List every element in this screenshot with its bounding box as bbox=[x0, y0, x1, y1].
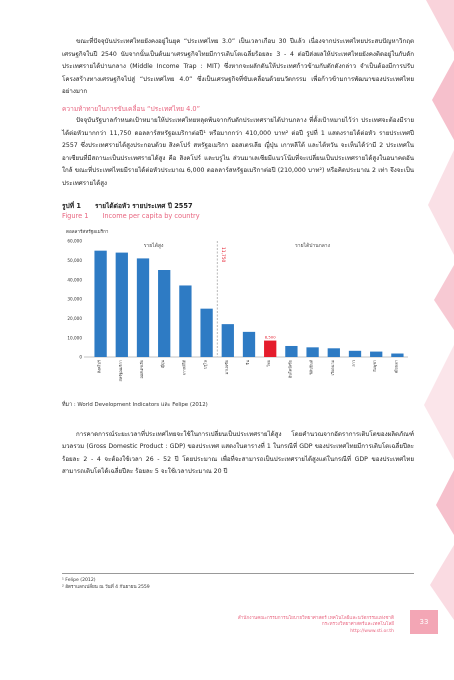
bar-3 bbox=[158, 270, 170, 357]
y-tick-label: 30,000 bbox=[67, 296, 82, 302]
figure-label-th bbox=[62, 201, 414, 211]
x-tick-label: เกาหลีใต้ bbox=[181, 359, 187, 375]
bar-2 bbox=[137, 258, 149, 357]
decorative-triangles bbox=[412, 0, 454, 680]
x-tick-label: บรูไน bbox=[202, 359, 208, 369]
y-tick-label: 0 bbox=[79, 354, 82, 360]
bar-9 bbox=[285, 346, 297, 357]
bar-10 bbox=[306, 347, 318, 357]
bar-0 bbox=[94, 250, 106, 356]
y-tick-label: 50,000 bbox=[67, 257, 82, 263]
figure-title-en: Income per capita by country bbox=[102, 211, 200, 220]
paragraph-target: ปัจจุบันรัฐบาลกำหนดเป้าหมายให้ประเทศไทยหลุดพ้นจากกับดักประเทศรายได้ปานกลาง ที่ตั้งเป้าหมายไว้ว่า ประเทศจะต้องมีรายได้ต่อหัวมากกว่า 11,750 ดอลลาร์สหรัฐอเมริกาต่อปี¹ หรือมากกว่า 410,000 บาท² ต่อปี รูปที่ 1 แสดงรายได้ต่อหัว รายประเทศปี 2557 ซึ่งประเทศรายได้สูงประกอบด้วย สิงคโปร์ สหรัฐอเมริกา ออสเตรเลีย ญี่ปุ่น เกาหลีใต้ และไต้หวัน จะเห็นได้ว่ามี 2 ประเทศในอาเซียนที่มีสถานะเป็นประเทศรายได้สูง คือ สิงคโปร์ และบรูไน ส่วนมาเลเซียมีแนวโน้มที่จะเปลี่ยนเป็นประเทศรายได้สูงในอนาคตอันใกล้ ขณะที่ประเทศไทยมีรายได้ต่อหัวประมาณ 6,000 ดอลลาร์สหรัฐอเมริกาต่อปี (210,000 บาท²) หรือคิดประมาณ 2 เท่า จึงจะเป็นประเทศรายได้สูง bbox=[62, 116, 414, 187]
page-number: 33 bbox=[410, 610, 438, 634]
section-heading: ความท้าทายในการขับเคลื่อน “ประเทศไทย 4.0” bbox=[62, 104, 201, 113]
x-tick-label: ฟิลิปปินส์ bbox=[308, 359, 314, 375]
figure-number-th: รูปที่ 1 bbox=[62, 201, 81, 210]
x-tick-label: เมียนมา bbox=[393, 359, 399, 373]
threshold-label: 11,750 bbox=[220, 246, 226, 262]
footnote-2: ² อัตราแลกเปลี่ยน ณ วันที่ 4 กันยายน 2559 bbox=[62, 585, 150, 591]
x-tick-label: อินโดนีเซีย bbox=[287, 359, 293, 378]
y-tick-label: 10,000 bbox=[67, 334, 82, 340]
highlight-value-label: 8,500 bbox=[264, 334, 276, 340]
paragraph-forecast: การคาดการณ์ระยะเวลาที่ประเทศไทยจะใช้ในการเปลี่ยนเป็นประเทศรายได้สูง โดยคำนวณจากอัตราการเติบโตของผลิตภัณฑ์มวลรวม (Gross Domestic Product : GDP) ของประเทศ แสดงในตารางที่ 1 ในกรณีที่ GDP ของประเทศไทยมีการเติบโตเฉลี่ยปีละ ร้อยละ 2 - 4 จะต้องใช้เวลา 26 - 52 ปี โดยประมาณ เพื่อที่จะสามารถเป็นประเทศรายได้สูงแต่ในกรณีที่ GDP ของประเทศไทยสามารถเติบโตได้เฉลี่ยปีละ ร้อยละ 5 จะใช้เวลาประมาณ 20 ปี bbox=[62, 430, 414, 476]
paragraph-intro: ขณะที่ปัจจุบันประเทศไทยยังคงอยู่ในยุค “ประเทศไทย 3.0” เป็นเวลาเกือบ 30 ปีแล้ว เนื่องจากประเทศไทยประสบปัญหาวิกฤตเศรษฐกิจในปี 2540 นับจากนั้นเป็นต้นมาเศรษฐกิจไทยมีการเติบโตเฉลี่ยร้อยละ 3 - 4 ต่อปีส่งผลให้ประเทศไทยยังคงติดอยู่ในกับดักประเทศรายได้ปานกลาง (Middle Income Trap : MIT) ซึ่งหากจะผลักดันให้ประเทศก้าวข้ามกับดักดังกล่าว จำเป็นต้องมีการปรับโครงสร้างทางเศรษฐกิจไปสู่ “ประเทศไทย 4.0” ซึ่งเป็นเศรษฐกิจที่ขับเคลื่อนด้วยนวัตกรรม เพื่อก้าวข้ามการพัฒนาของประเทศไทยอย่างมาก bbox=[62, 38, 414, 96]
footnotes bbox=[62, 573, 414, 591]
bar-14 bbox=[391, 353, 403, 356]
y-tick-label: 20,000 bbox=[67, 315, 82, 321]
bar-8 bbox=[264, 340, 276, 356]
x-tick-label: มาเลเซีย bbox=[223, 359, 229, 374]
y-axis-label: ดอลลาร์สหรัฐอเมริกา bbox=[66, 229, 109, 235]
income-chart bbox=[62, 225, 414, 397]
footer-org: สำนักงานคณะกรรมการนโยบายวิทยาศาสตร์ เทคโนโลยีและนวัตกรรมแห่งชาติ bbox=[237, 616, 394, 621]
page-footer bbox=[238, 616, 394, 635]
income-chart-svg bbox=[62, 225, 414, 397]
x-tick-label: ญี่ปุ่น bbox=[160, 359, 166, 368]
y-tick-label: 40,000 bbox=[67, 276, 82, 282]
y-tick-label: 60,000 bbox=[67, 238, 82, 244]
x-tick-label: เวียดนาม bbox=[329, 359, 335, 375]
x-tick-label: ลาว bbox=[351, 359, 356, 367]
bar-6 bbox=[222, 324, 234, 357]
footer-ministry: กระทรวงวิทยาศาสตร์และเทคโนโลยี bbox=[321, 622, 394, 628]
bar-5 bbox=[200, 308, 212, 356]
x-tick-label: สหรัฐอเมริกา bbox=[117, 359, 123, 382]
bar-12 bbox=[349, 350, 361, 356]
figure-label-en bbox=[62, 211, 414, 221]
x-tick-label: ไทย bbox=[266, 359, 272, 367]
footnote-1: ¹ Felipe (2012) bbox=[62, 578, 96, 583]
x-tick-label: สิงคโปร์ bbox=[96, 359, 102, 373]
bar-7 bbox=[243, 331, 255, 356]
zone-label-high: รายได้สูง bbox=[143, 242, 164, 249]
bar-13 bbox=[370, 351, 382, 356]
footer-url[interactable]: http://www.sti.or.th bbox=[350, 628, 394, 634]
x-tick-label: จีน bbox=[245, 359, 250, 365]
figure-title-th: รายได้ต่อหัว รายประเทศ ปี 2557 bbox=[94, 201, 193, 210]
x-tick-label: ออสเตรเลีย bbox=[139, 359, 144, 379]
bar-4 bbox=[179, 285, 191, 357]
figure-number-en: Figure 1 bbox=[62, 211, 89, 220]
bar-1 bbox=[116, 252, 128, 356]
x-tick-label: กัมพูชา bbox=[372, 359, 378, 372]
figure-source: ที่มา : World Development Indicators และ Felipe (2012) bbox=[62, 401, 208, 408]
bar-11 bbox=[328, 348, 340, 357]
zone-label-mid: รายได้ปานกลาง bbox=[295, 242, 331, 249]
page-body bbox=[62, 36, 414, 479]
